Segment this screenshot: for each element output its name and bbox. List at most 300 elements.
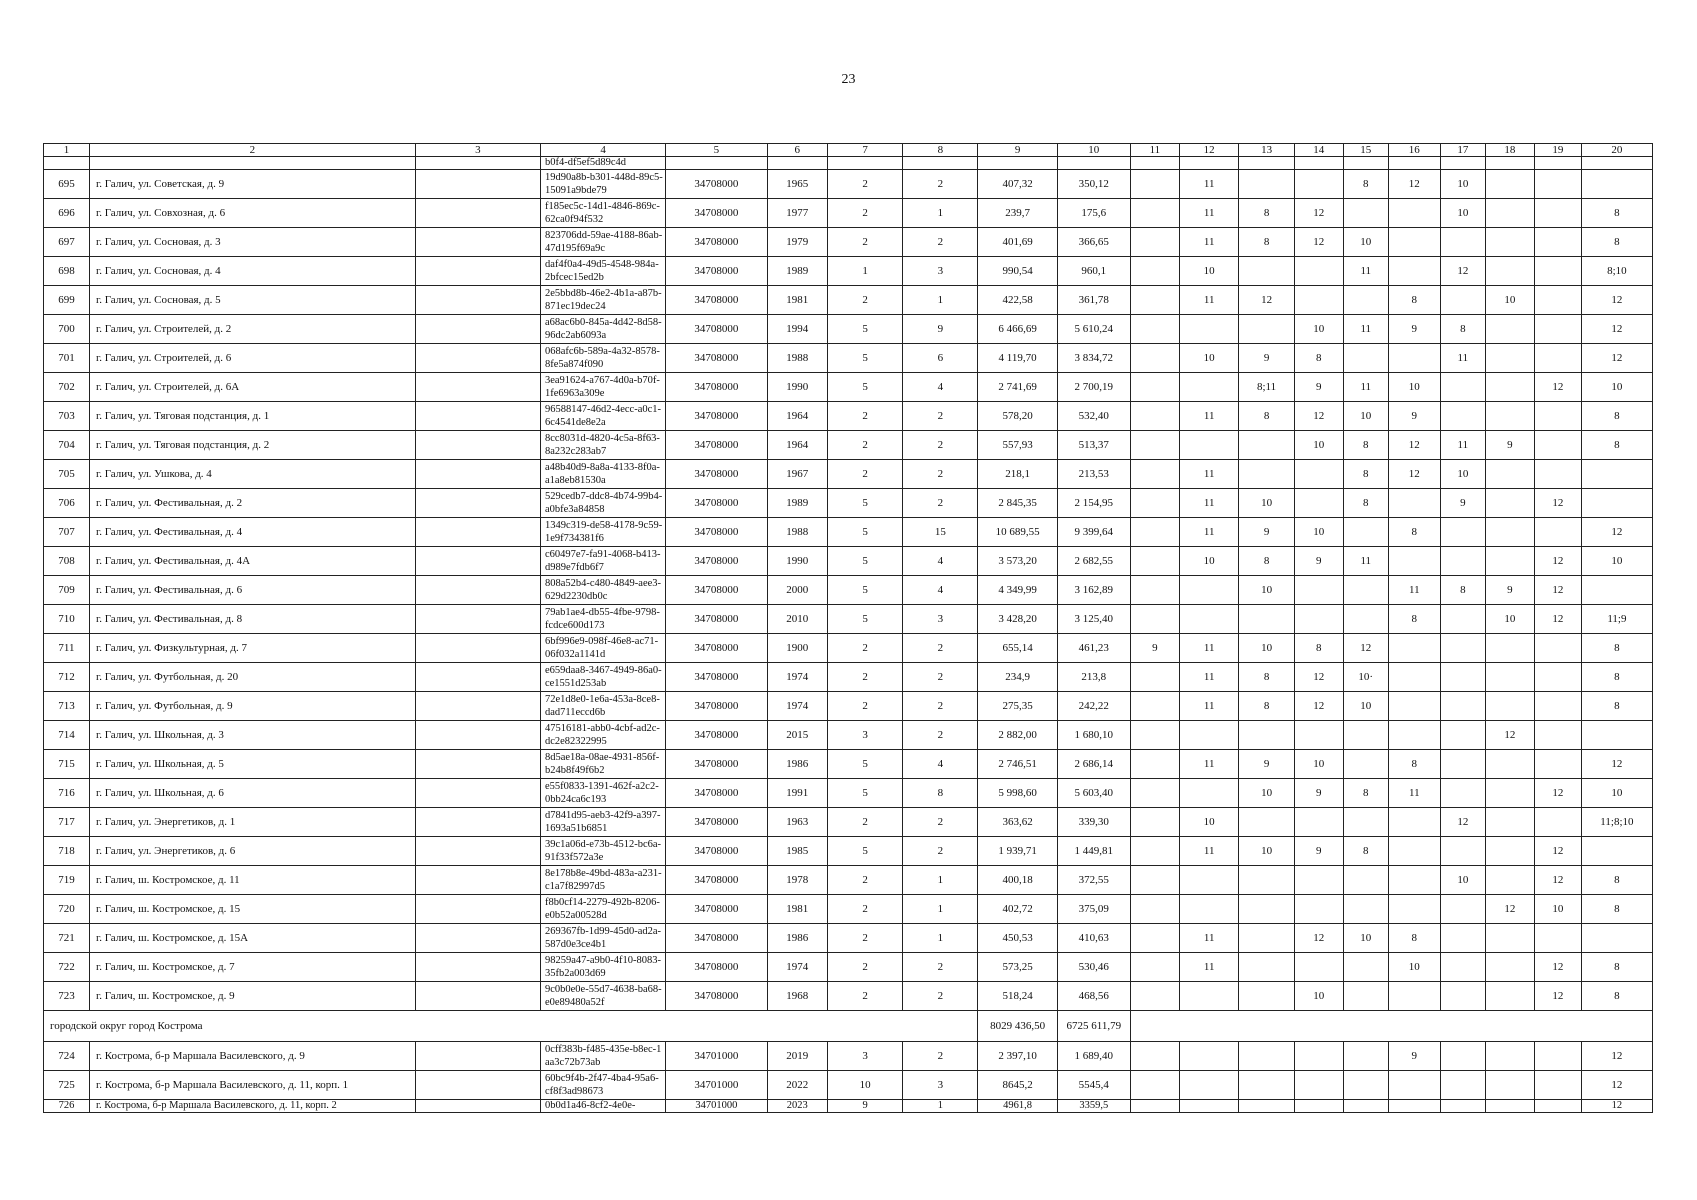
house-id-cell: 068afc6b-589a-4a32-8578-8fe5a874f090	[540, 344, 665, 373]
schedule-col-17-cell	[1440, 895, 1485, 924]
table-row	[44, 779, 1653, 808]
col-3-cell	[415, 518, 540, 547]
schedule-col-13-cell: 8;11	[1239, 373, 1294, 402]
table-row	[44, 489, 1653, 518]
schedule-col-17-cell: 8	[1440, 576, 1485, 605]
total-area-cell: 1 939,71	[978, 837, 1057, 866]
row-number-cell: 701	[44, 344, 90, 373]
build-year-cell: 1964	[767, 431, 828, 460]
schedule-col-20-cell: 8	[1581, 866, 1652, 895]
living-area-cell: 5545,4	[1057, 1071, 1130, 1100]
schedule-col-13-cell: 10	[1239, 634, 1294, 663]
schedule-col-19-cell	[1534, 344, 1581, 373]
table-row	[44, 866, 1653, 895]
living-area-cell: 2 686,14	[1057, 750, 1130, 779]
build-year-cell: 1989	[767, 257, 828, 286]
row-number-cell: 718	[44, 837, 90, 866]
schedule-col-11-cell	[1130, 605, 1179, 634]
oktmo-cell: 34708000	[666, 634, 767, 663]
col-3-cell	[415, 489, 540, 518]
row-number-cell: 712	[44, 663, 90, 692]
total-area-cell: 450,53	[978, 924, 1057, 953]
house-id-cell: 529cedb7-ddc8-4b74-99b4-a0bfe3a84858	[540, 489, 665, 518]
column-header-15: 15	[1343, 144, 1388, 157]
schedule-col-16-cell	[1388, 634, 1440, 663]
build-year-cell: 1991	[767, 779, 828, 808]
schedule-col-15-cell: 8	[1343, 460, 1388, 489]
table-row	[44, 750, 1653, 779]
schedule-col-20-cell: 8	[1581, 228, 1652, 257]
schedule-col-19-cell: 10	[1534, 895, 1581, 924]
col-3-cell	[415, 199, 540, 228]
address-cell: г. Кострома, б-р Маршала Василевского, д. 11, корп. 2	[89, 1100, 415, 1113]
schedule-col-13-cell: 9	[1239, 518, 1294, 547]
build-year-cell: 1981	[767, 895, 828, 924]
row-number-cell: 708	[44, 547, 90, 576]
total-area-cell: 655,14	[978, 634, 1057, 663]
address-cell: г. Галич, ул. Футбольная, д. 9	[89, 692, 415, 721]
schedule-col-19-cell	[1534, 199, 1581, 228]
house-id-cell: 2e5bbd8b-46e2-4b1a-a87b-871ec19dec24	[540, 286, 665, 315]
row-number-cell: 716	[44, 779, 90, 808]
schedule-col-14-cell	[1294, 721, 1343, 750]
schedule-col-20-cell	[1581, 924, 1652, 953]
living-area-cell: 2 154,95	[1057, 489, 1130, 518]
table-row	[44, 692, 1653, 721]
schedule-col-11-cell	[1130, 1042, 1179, 1071]
schedule-col-16-cell: 8	[1388, 924, 1440, 953]
column-header-13: 13	[1239, 144, 1294, 157]
row-number-cell: 700	[44, 315, 90, 344]
schedule-col-13-cell	[1239, 895, 1294, 924]
schedule-col-17-cell	[1440, 692, 1485, 721]
floors-cell: 5	[828, 547, 903, 576]
schedule-col-12-cell	[1179, 373, 1239, 402]
total-area-cell: 578,20	[978, 402, 1057, 431]
schedule-col-11-cell	[1130, 373, 1179, 402]
schedule-col-11-cell	[1130, 837, 1179, 866]
schedule-col-16-cell	[1388, 1071, 1440, 1100]
table-row	[44, 953, 1653, 982]
entrances-cell: 8	[903, 779, 978, 808]
floors-cell: 5	[828, 750, 903, 779]
column-header-3: 3	[415, 144, 540, 157]
house-id-cell: 79ab1ae4-db55-4fbe-9798-fcdce600d173	[540, 605, 665, 634]
schedule-col-18-cell	[1485, 518, 1534, 547]
schedule-col-16-cell	[1388, 721, 1440, 750]
build-year-cell: 1990	[767, 547, 828, 576]
entrances-cell: 2	[903, 953, 978, 982]
schedule-col-16-cell: 8	[1388, 286, 1440, 315]
schedule-col-13-cell: 8	[1239, 663, 1294, 692]
schedule-col-16-cell: 9	[1388, 402, 1440, 431]
col-3-cell	[415, 721, 540, 750]
total-area-cell: 401,69	[978, 228, 1057, 257]
schedule-col-17-cell: 10	[1440, 460, 1485, 489]
living-area-cell: 1 680,10	[1057, 721, 1130, 750]
schedule-col-14-cell	[1294, 170, 1343, 199]
total-area-cell: 557,93	[978, 431, 1057, 460]
schedule-col-20-cell: 12	[1581, 286, 1652, 315]
schedule-col-12-cell	[1179, 982, 1239, 1011]
row-number-cell: 695	[44, 170, 90, 199]
floors-cell: 2	[828, 663, 903, 692]
table-row	[44, 982, 1653, 1011]
schedule-col-11-cell	[1130, 257, 1179, 286]
schedule-col-13-cell: 8	[1239, 547, 1294, 576]
column-header-9: 9	[978, 144, 1057, 157]
schedule-col-15-cell	[1343, 1042, 1388, 1071]
schedule-col-15-cell	[1343, 982, 1388, 1011]
region-subtotal-row	[44, 1011, 1653, 1042]
column-header-11: 11	[1130, 144, 1179, 157]
schedule-col-11-cell	[1130, 576, 1179, 605]
schedule-col-16-cell: 10	[1388, 373, 1440, 402]
schedule-col-20-cell: 10	[1581, 779, 1652, 808]
schedule-col-14-cell	[1294, 1100, 1343, 1113]
schedule-col-14-cell	[1294, 953, 1343, 982]
schedule-col-15-cell	[1343, 344, 1388, 373]
build-year-cell: 1990	[767, 373, 828, 402]
floors-cell: 2	[828, 953, 903, 982]
living-area-cell: 468,56	[1057, 982, 1130, 1011]
col-3-cell	[415, 460, 540, 489]
house-id-cell: 8d5ae18a-08ae-4931-856f-b24b8f49f6b2	[540, 750, 665, 779]
schedule-col-16-cell	[1388, 982, 1440, 1011]
total-area-cell: 275,35	[978, 692, 1057, 721]
living-area-cell: 2 682,55	[1057, 547, 1130, 576]
schedule-col-14-cell	[1294, 576, 1343, 605]
living-area-cell: 213,8	[1057, 663, 1130, 692]
schedule-col-15-cell: 8	[1343, 431, 1388, 460]
total-area-cell: 2 741,69	[978, 373, 1057, 402]
schedule-col-14-cell: 10	[1294, 315, 1343, 344]
address-cell: г. Галич, ул. Школьная, д. 5	[89, 750, 415, 779]
col-3-cell	[415, 808, 540, 837]
build-year-cell: 2022	[767, 1071, 828, 1100]
house-id-cell: d7841d95-aeb3-42f9-a397-1693a51b6851	[540, 808, 665, 837]
row-number-cell: 706	[44, 489, 90, 518]
entrances-cell: 9	[903, 315, 978, 344]
column-header-20: 20	[1581, 144, 1652, 157]
schedule-col-16-cell: 12	[1388, 170, 1440, 199]
build-year-cell: 1985	[767, 837, 828, 866]
address-cell: г. Галич, ул. Фестивальная, д. 4	[89, 518, 415, 547]
schedule-col-11-cell	[1130, 866, 1179, 895]
row-number-cell: 725	[44, 1071, 90, 1100]
col-3-cell	[415, 170, 540, 199]
schedule-col-17-cell	[1440, 953, 1485, 982]
schedule-col-15-cell	[1343, 605, 1388, 634]
build-year-cell: 1978	[767, 866, 828, 895]
house-id-cell: 6bf996e9-098f-46e8-ac71-06f032a1141d	[540, 634, 665, 663]
schedule-col-16-cell: 12	[1388, 431, 1440, 460]
col-3-cell	[415, 866, 540, 895]
schedule-col-15-cell: 8	[1343, 779, 1388, 808]
floors-cell: 2	[828, 808, 903, 837]
schedule-col-12-cell	[1179, 779, 1239, 808]
schedule-col-17-cell: 12	[1440, 257, 1485, 286]
schedule-col-19-cell	[1534, 460, 1581, 489]
schedule-col-12-cell: 11	[1179, 663, 1239, 692]
schedule-col-11-cell: 9	[1130, 634, 1179, 663]
column-header-5: 5	[666, 144, 767, 157]
table-row	[44, 1042, 1653, 1071]
schedule-col-19-cell	[1534, 1071, 1581, 1100]
row-number-cell: 696	[44, 199, 90, 228]
schedule-col-17-cell: 9	[1440, 489, 1485, 518]
build-year-cell: 1977	[767, 199, 828, 228]
house-id-cell: 1349c319-de58-4178-9c59-1e9f734381f6	[540, 518, 665, 547]
schedule-col-20-cell: 8	[1581, 982, 1652, 1011]
schedule-col-18-cell	[1485, 866, 1534, 895]
row-number-cell: 704	[44, 431, 90, 460]
schedule-col-14-cell	[1294, 866, 1343, 895]
schedule-col-13-cell: 12	[1239, 286, 1294, 315]
schedule-col-16-cell: 11	[1388, 576, 1440, 605]
col-3-cell	[415, 431, 540, 460]
living-area-cell: 3359,5	[1057, 1100, 1130, 1113]
schedule-col-17-cell	[1440, 837, 1485, 866]
schedule-col-17-cell	[1440, 402, 1485, 431]
total-area-cell: 2 397,10	[978, 1042, 1057, 1071]
schedule-col-15-cell	[1343, 721, 1388, 750]
house-id-cell: 823706dd-59ae-4188-86ab-47d195f69a9c	[540, 228, 665, 257]
schedule-col-13-cell	[1239, 866, 1294, 895]
column-header-8: 8	[903, 144, 978, 157]
entrances-cell: 1	[903, 199, 978, 228]
col-3-cell	[415, 634, 540, 663]
total-area-cell: 422,58	[978, 286, 1057, 315]
col-3-cell	[415, 402, 540, 431]
col-3-cell	[415, 605, 540, 634]
entrances-cell: 4	[903, 576, 978, 605]
total-area-cell: 4961,8	[978, 1100, 1057, 1113]
table-row	[44, 837, 1653, 866]
house-id-cell: 98259a47-a9b0-4f10-8083-35fb2a003d69	[540, 953, 665, 982]
schedule-col-14-cell	[1294, 257, 1343, 286]
entrances-cell: 3	[903, 605, 978, 634]
address-cell: г. Галич, ул. Совхозная, д. 6	[89, 199, 415, 228]
schedule-col-15-cell	[1343, 576, 1388, 605]
schedule-col-13-cell	[1239, 605, 1294, 634]
table-row	[44, 373, 1653, 402]
living-area-cell: 1 689,40	[1057, 1042, 1130, 1071]
address-cell: г. Галич, ул. Фестивальная, д. 8	[89, 605, 415, 634]
schedule-col-14-cell: 12	[1294, 228, 1343, 257]
schedule-col-12-cell: 11	[1179, 228, 1239, 257]
schedule-col-11-cell	[1130, 692, 1179, 721]
schedule-col-18-cell	[1485, 808, 1534, 837]
living-area-cell: 9 399,64	[1057, 518, 1130, 547]
build-year-cell: 1994	[767, 315, 828, 344]
table-row	[44, 257, 1653, 286]
schedule-col-15-cell: 11	[1343, 315, 1388, 344]
schedule-col-19-cell	[1534, 634, 1581, 663]
schedule-col-11-cell	[1130, 344, 1179, 373]
schedule-col-20-cell: 12	[1581, 315, 1652, 344]
schedule-col-12-cell: 11	[1179, 750, 1239, 779]
schedule-col-11-cell	[1130, 228, 1179, 257]
continuation-row	[44, 157, 1653, 170]
floors-cell: 5	[828, 518, 903, 547]
entrances-cell: 1	[903, 895, 978, 924]
schedule-col-12-cell	[1179, 866, 1239, 895]
schedule-col-16-cell	[1388, 344, 1440, 373]
total-area-cell: 400,18	[978, 866, 1057, 895]
schedule-col-12-cell	[1179, 721, 1239, 750]
entrances-cell: 3	[903, 257, 978, 286]
living-area-cell: 530,46	[1057, 953, 1130, 982]
column-number-header	[44, 144, 1653, 157]
oktmo-cell: 34701000	[666, 1042, 767, 1071]
schedule-col-14-cell: 12	[1294, 692, 1343, 721]
floors-cell: 3	[828, 1042, 903, 1071]
col-3-cell	[415, 924, 540, 953]
column-header-19: 19	[1534, 144, 1581, 157]
oktmo-cell: 34708000	[666, 547, 767, 576]
schedule-col-12-cell: 10	[1179, 808, 1239, 837]
house-id-cell: 47516181-abb0-4cbf-ad2c-dc2e82322995	[540, 721, 665, 750]
build-year-cell: 1988	[767, 518, 828, 547]
schedule-col-19-cell	[1534, 518, 1581, 547]
schedule-col-18-cell	[1485, 779, 1534, 808]
schedule-col-15-cell: 11	[1343, 257, 1388, 286]
schedule-col-18-cell	[1485, 663, 1534, 692]
row-number-cell: 726	[44, 1100, 90, 1113]
build-year-cell: 1979	[767, 228, 828, 257]
total-area-cell: 573,25	[978, 953, 1057, 982]
schedule-col-14-cell: 10	[1294, 518, 1343, 547]
row-number-cell: 702	[44, 373, 90, 402]
house-id-cell: 9c0b0e0e-55d7-4638-ba68-e0e89480a52f	[540, 982, 665, 1011]
schedule-col-20-cell: 12	[1581, 1071, 1652, 1100]
oktmo-cell: 34708000	[666, 576, 767, 605]
entrances-cell: 15	[903, 518, 978, 547]
entrances-cell: 1	[903, 866, 978, 895]
oktmo-cell: 34708000	[666, 344, 767, 373]
schedule-col-14-cell: 12	[1294, 402, 1343, 431]
row-number-cell: 705	[44, 460, 90, 489]
column-header-1: 1	[44, 144, 90, 157]
address-cell: г. Кострома, б-р Маршала Василевского, д. 11, корп. 1	[89, 1071, 415, 1100]
schedule-col-12-cell: 11	[1179, 518, 1239, 547]
build-year-cell: 1963	[767, 808, 828, 837]
floors-cell: 2	[828, 634, 903, 663]
schedule-col-20-cell	[1581, 170, 1652, 199]
col-3-cell	[415, 953, 540, 982]
oktmo-cell: 34708000	[666, 750, 767, 779]
build-year-cell: 2015	[767, 721, 828, 750]
schedule-col-14-cell	[1294, 489, 1343, 518]
schedule-col-18-cell	[1485, 692, 1534, 721]
schedule-col-18-cell	[1485, 315, 1534, 344]
entrances-cell: 1	[903, 1100, 978, 1113]
total-area-cell: 4 119,70	[978, 344, 1057, 373]
schedule-col-13-cell: 8	[1239, 692, 1294, 721]
living-area-cell: 339,30	[1057, 808, 1130, 837]
schedule-col-17-cell	[1440, 924, 1485, 953]
col-3-cell	[415, 1100, 540, 1113]
schedule-col-16-cell	[1388, 489, 1440, 518]
living-area-cell: 5 603,40	[1057, 779, 1130, 808]
house-id-cell: 60bc9f4b-2f47-4ba4-95a6-cf8f3ad98673	[540, 1071, 665, 1100]
schedule-col-13-cell: 9	[1239, 750, 1294, 779]
entrances-cell: 3	[903, 1071, 978, 1100]
build-year-cell: 1986	[767, 924, 828, 953]
table-row	[44, 663, 1653, 692]
schedule-col-11-cell	[1130, 982, 1179, 1011]
col-3-cell	[415, 1071, 540, 1100]
house-id-cell: 808a52b4-c480-4849-aee3-629d2230db0c	[540, 576, 665, 605]
table-row	[44, 431, 1653, 460]
oktmo-cell: 34708000	[666, 808, 767, 837]
total-area-cell: 407,32	[978, 170, 1057, 199]
schedule-col-18-cell	[1485, 924, 1534, 953]
schedule-col-17-cell	[1440, 373, 1485, 402]
schedule-col-13-cell	[1239, 315, 1294, 344]
schedule-col-17-cell	[1440, 1100, 1485, 1113]
row-number-cell: 724	[44, 1042, 90, 1071]
schedule-col-17-cell	[1440, 1071, 1485, 1100]
schedule-col-20-cell: 12	[1581, 1100, 1652, 1113]
schedule-col-11-cell	[1130, 402, 1179, 431]
house-id-cell: c60497e7-fa91-4068-b413-d989e7fdb6f7	[540, 547, 665, 576]
schedule-col-16-cell: 9	[1388, 315, 1440, 344]
schedule-col-16-cell: 8	[1388, 605, 1440, 634]
schedule-col-20-cell: 8	[1581, 663, 1652, 692]
col-3-cell	[415, 779, 540, 808]
schedule-col-15-cell	[1343, 750, 1388, 779]
build-year-cell: 1981	[767, 286, 828, 315]
address-cell: г. Галич, ш. Костромское, д. 7	[89, 953, 415, 982]
address-cell: г. Галич, ул. Строителей, д. 2	[89, 315, 415, 344]
schedule-col-12-cell: 11	[1179, 460, 1239, 489]
oktmo-cell: 34708000	[666, 721, 767, 750]
column-header-18: 18	[1485, 144, 1534, 157]
row-number-cell: 703	[44, 402, 90, 431]
schedule-col-18-cell	[1485, 373, 1534, 402]
schedule-col-14-cell	[1294, 605, 1343, 634]
schedule-col-18-cell	[1485, 460, 1534, 489]
schedule-col-11-cell	[1130, 1071, 1179, 1100]
address-cell: г. Галич, ул. Фестивальная, д. 2	[89, 489, 415, 518]
schedule-col-20-cell: 8	[1581, 402, 1652, 431]
schedule-col-15-cell: 10	[1343, 228, 1388, 257]
col-3-cell	[415, 286, 540, 315]
continued-id-cell: b0f4-df5ef5d89c4d	[540, 157, 665, 170]
schedule-col-11-cell	[1130, 663, 1179, 692]
schedule-col-18-cell	[1485, 953, 1534, 982]
schedule-col-13-cell: 10	[1239, 489, 1294, 518]
schedule-col-18-cell	[1485, 199, 1534, 228]
living-area-cell: 350,12	[1057, 170, 1130, 199]
address-cell: г. Галич, ул. Школьная, д. 3	[89, 721, 415, 750]
entrances-cell: 2	[903, 228, 978, 257]
build-year-cell: 1974	[767, 663, 828, 692]
schedule-col-16-cell	[1388, 895, 1440, 924]
floors-cell: 2	[828, 431, 903, 460]
table-row	[44, 1071, 1653, 1100]
table-row	[44, 286, 1653, 315]
schedule-col-17-cell	[1440, 982, 1485, 1011]
col-3-cell	[415, 692, 540, 721]
schedule-col-18-cell	[1485, 1042, 1534, 1071]
schedule-col-11-cell	[1130, 924, 1179, 953]
total-area-cell: 8645,2	[978, 1071, 1057, 1100]
schedule-col-19-cell	[1534, 228, 1581, 257]
floors-cell: 5	[828, 344, 903, 373]
